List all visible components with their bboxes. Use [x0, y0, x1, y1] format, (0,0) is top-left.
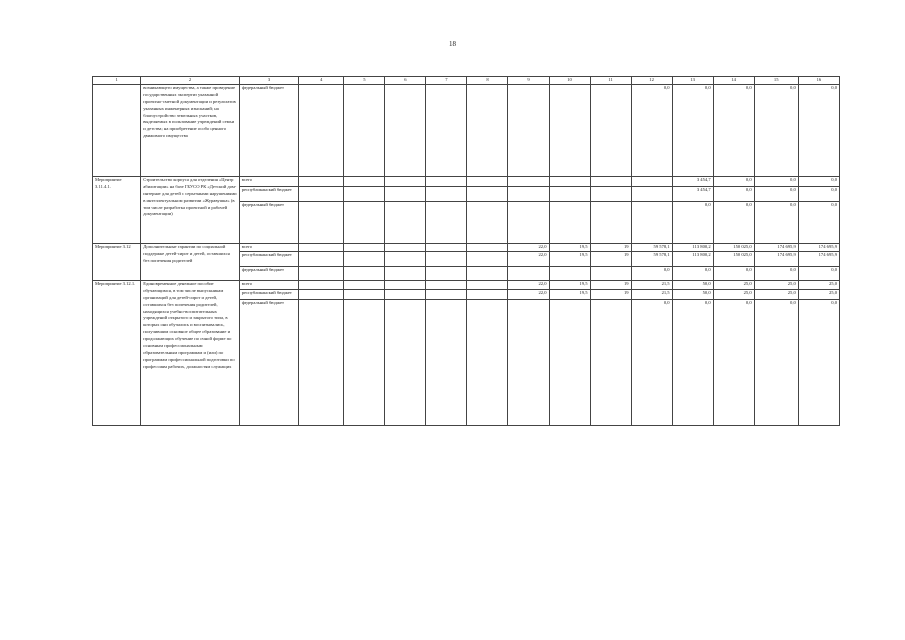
value-cell-c4 [299, 267, 344, 281]
header-cell-14: 14 [713, 77, 754, 85]
value-cell-c6 [385, 281, 426, 290]
header-cell-5: 5 [344, 77, 385, 85]
header-cell-9: 9 [508, 77, 549, 85]
funding-source: федеральный бюджет [239, 300, 299, 426]
header-cell-16: 16 [798, 77, 839, 85]
value-cell-c10 [549, 300, 590, 426]
value-cell-c6 [385, 300, 426, 426]
header-cell-6: 6 [385, 77, 426, 85]
value-cell-c13: 0,0 [672, 202, 713, 244]
value-cell-c8 [467, 177, 508, 187]
value-cell-c7 [426, 85, 467, 177]
value-cell-c16: 0,0 [798, 177, 839, 187]
funding-source: всего [239, 177, 299, 187]
value-cell-c7 [426, 187, 467, 202]
value-cell-c11: 19 [590, 252, 631, 267]
funding-source: федеральный бюджет [239, 202, 299, 244]
value-cell-c5 [344, 252, 385, 267]
value-cell-c16: 174 695,9 [798, 244, 839, 252]
value-cell-c4 [299, 202, 344, 244]
value-cell-c13: 3 454,7 [672, 177, 713, 187]
header-cell-7: 7 [426, 77, 467, 85]
value-cell-c5 [344, 187, 385, 202]
value-cell-c9 [508, 187, 549, 202]
value-cell-c4 [299, 177, 344, 187]
value-cell-c14: 25,0 [713, 290, 754, 300]
measure-code: Мероприятие 3.12.1. [93, 281, 141, 426]
header-cell-3: 3 [239, 77, 299, 85]
value-cell-c12: 0,0 [631, 267, 672, 281]
value-cell-c9 [508, 267, 549, 281]
measure-description: Дополнительные гарантии по социальной поддержке детей-сирот и детей, оставшихся без попечения родителей [141, 244, 240, 281]
value-cell-c13: 0,0 [672, 300, 713, 426]
table-row [93, 85, 840, 177]
value-cell-c8 [467, 202, 508, 244]
value-cell-c6 [385, 244, 426, 252]
value-cell-c5 [344, 85, 385, 177]
value-cell-c15: 174 695,9 [754, 252, 798, 267]
value-cell-c11 [590, 202, 631, 244]
header-cell-13: 13 [672, 77, 713, 85]
funding-source: федеральный бюджет [239, 85, 299, 177]
value-cell-c8 [467, 300, 508, 426]
value-cell-c15: 25,0 [754, 281, 798, 290]
value-cell-c8 [467, 290, 508, 300]
value-cell-c10: 19,5 [549, 252, 590, 267]
value-cell-c16: 0,0 [798, 202, 839, 244]
value-cell-c12 [631, 202, 672, 244]
value-cell-c10 [549, 187, 590, 202]
value-cell-c16: 0,0 [798, 267, 839, 281]
value-cell-c12: 59 578,1 [631, 244, 672, 252]
value-cell-c14: 25,0 [713, 281, 754, 290]
measure-description: Единовременное денежное пособие обучающимся, в том числе выпускникам организаций для детей-сирот и детей, оставшихся без попечения родителей, находящихся учебно-воспитательных учреждений открытого и закрытого типа, в которых они обучались и воспитывались, получившим основное общее образование и продолжающих обучение по очной форме по основным профессиональным образовательным программам и (или) по программам профессиональной подготовки по профессиям рабочих, должностям служащих [141, 281, 240, 426]
header-cell-10: 10 [549, 77, 590, 85]
value-cell-c7 [426, 244, 467, 252]
value-cell-c14: 0,0 [713, 177, 754, 187]
value-cell-c5 [344, 202, 385, 244]
value-cell-c6 [385, 267, 426, 281]
value-cell-c13: 0,0 [672, 85, 713, 177]
value-cell-c6 [385, 290, 426, 300]
value-cell-c4 [299, 187, 344, 202]
header-cell-15: 15 [754, 77, 798, 85]
table-row [93, 281, 840, 290]
value-cell-c10 [549, 177, 590, 187]
value-cell-c7 [426, 267, 467, 281]
value-cell-c12: 21,5 [631, 281, 672, 290]
value-cell-c5 [344, 177, 385, 187]
value-cell-c10 [549, 267, 590, 281]
header-cell-1: 1 [93, 77, 141, 85]
value-cell-c15: 25,0 [754, 290, 798, 300]
value-cell-c16: 0,0 [798, 187, 839, 202]
value-cell-c9: 22,0 [508, 290, 549, 300]
value-cell-c16: 0,0 [798, 85, 839, 177]
value-cell-c12 [631, 187, 672, 202]
value-cell-c8 [467, 281, 508, 290]
header-cell-8: 8 [467, 77, 508, 85]
value-cell-c15: 0,0 [754, 187, 798, 202]
measure-code: Мероприятие 3.11.4.1. [93, 177, 141, 244]
value-cell-c9 [508, 85, 549, 177]
value-cell-c11 [590, 85, 631, 177]
value-cell-c10: 19,5 [549, 244, 590, 252]
header-cell-11: 11 [590, 77, 631, 85]
funding-source: республиканский бюджет [239, 252, 299, 267]
measure-code: Мероприятие 3.12 [93, 244, 141, 281]
value-cell-c11: 19 [590, 244, 631, 252]
value-cell-c9 [508, 300, 549, 426]
header-cell-4: 4 [299, 77, 344, 85]
funding-source: республиканский бюджет [239, 290, 299, 300]
value-cell-c12: 21,5 [631, 290, 672, 300]
value-cell-c14: 0,0 [713, 85, 754, 177]
funding-source: всего [239, 244, 299, 252]
value-cell-c4 [299, 85, 344, 177]
value-cell-c7 [426, 202, 467, 244]
value-cell-c7 [426, 177, 467, 187]
value-cell-c5 [344, 244, 385, 252]
value-cell-c12: 0,0 [631, 300, 672, 426]
table-row [93, 244, 840, 252]
value-cell-c8 [467, 187, 508, 202]
value-cell-c10: 19,5 [549, 281, 590, 290]
value-cell-c7 [426, 300, 467, 426]
value-cell-c5 [344, 267, 385, 281]
value-cell-c13: 0,0 [672, 267, 713, 281]
value-cell-c9: 22,0 [508, 281, 549, 290]
value-cell-c12: 0,0 [631, 85, 672, 177]
header-row [93, 77, 840, 85]
value-cell-c15: 0,0 [754, 202, 798, 244]
value-cell-c4 [299, 244, 344, 252]
value-cell-c11 [590, 267, 631, 281]
funding-source: федеральный бюджет [239, 267, 299, 281]
value-cell-c5 [344, 300, 385, 426]
value-cell-c15: 0,0 [754, 267, 798, 281]
value-cell-c15: 174 695,9 [754, 244, 798, 252]
value-cell-c13: 50,0 [672, 281, 713, 290]
value-cell-c7 [426, 290, 467, 300]
value-cell-c14: 150 025,0 [713, 244, 754, 252]
value-cell-c14: 0,0 [713, 187, 754, 202]
page-number: 18 [449, 40, 456, 48]
value-cell-c13: 113 800,2 [672, 244, 713, 252]
value-cell-c16: 25,0 [798, 290, 839, 300]
value-cell-c6 [385, 177, 426, 187]
value-cell-c11: 19 [590, 290, 631, 300]
value-cell-c9 [508, 202, 549, 244]
value-cell-c9: 22,0 [508, 252, 549, 267]
value-cell-c13: 113 800,2 [672, 252, 713, 267]
value-cell-c15: 0,0 [754, 300, 798, 426]
value-cell-c12: 59 578,1 [631, 252, 672, 267]
value-cell-c9: 22,0 [508, 244, 549, 252]
value-cell-c6 [385, 85, 426, 177]
value-cell-c9 [508, 177, 549, 187]
value-cell-c7 [426, 281, 467, 290]
funding-source: республиканский бюджет [239, 187, 299, 202]
value-cell-c11 [590, 177, 631, 187]
value-cell-c10 [549, 202, 590, 244]
value-cell-c7 [426, 252, 467, 267]
value-cell-c8 [467, 244, 508, 252]
value-cell-c4 [299, 252, 344, 267]
measure-description: возникающего имущества, а также проведение государственных экспертиз указанной проектно-сметной документации и результатов указанных инженерных изысканий; на благоустройство земельных участков, выделяемых в пользование учреждений семьи и детства; на приобретение особо ценного движимого имущества [141, 85, 240, 177]
header-cell-12: 12 [631, 77, 672, 85]
value-cell-c4 [299, 300, 344, 426]
value-cell-c11 [590, 187, 631, 202]
value-cell-c5 [344, 290, 385, 300]
budget-table [92, 76, 840, 426]
value-cell-c11: 19 [590, 281, 631, 290]
value-cell-c11 [590, 300, 631, 426]
measure-description: Строительство корпуса для отделения «Центр абилитации» на базе ГБУСО РК «Детский дом-интернат для детей с серьезными нарушениями в интеллектуальном развитии «Журавушка» (в том числе разработка проектной и рабочей документации) [141, 177, 240, 244]
value-cell-c16: 0,0 [798, 300, 839, 426]
value-cell-c10: 19,5 [549, 290, 590, 300]
value-cell-c6 [385, 202, 426, 244]
value-cell-c6 [385, 187, 426, 202]
value-cell-c4 [299, 281, 344, 290]
value-cell-c14: 0,0 [713, 267, 754, 281]
value-cell-c8 [467, 85, 508, 177]
value-cell-c16: 174 695,9 [798, 252, 839, 267]
value-cell-c8 [467, 267, 508, 281]
value-cell-c14: 0,0 [713, 300, 754, 426]
measure-code [93, 85, 141, 177]
value-cell-c13: 50,0 [672, 290, 713, 300]
value-cell-c15: 0,0 [754, 177, 798, 187]
table-row [93, 177, 840, 187]
value-cell-c8 [467, 252, 508, 267]
value-cell-c6 [385, 252, 426, 267]
funding-source: всего [239, 281, 299, 290]
value-cell-c10 [549, 85, 590, 177]
value-cell-c14: 150 025,0 [713, 252, 754, 267]
value-cell-c5 [344, 281, 385, 290]
value-cell-c13: 3 454,7 [672, 187, 713, 202]
value-cell-c14: 0,0 [713, 202, 754, 244]
header-cell-2: 2 [141, 77, 240, 85]
value-cell-c4 [299, 290, 344, 300]
value-cell-c15: 0,0 [754, 85, 798, 177]
value-cell-c16: 25,0 [798, 281, 839, 290]
value-cell-c12 [631, 177, 672, 187]
